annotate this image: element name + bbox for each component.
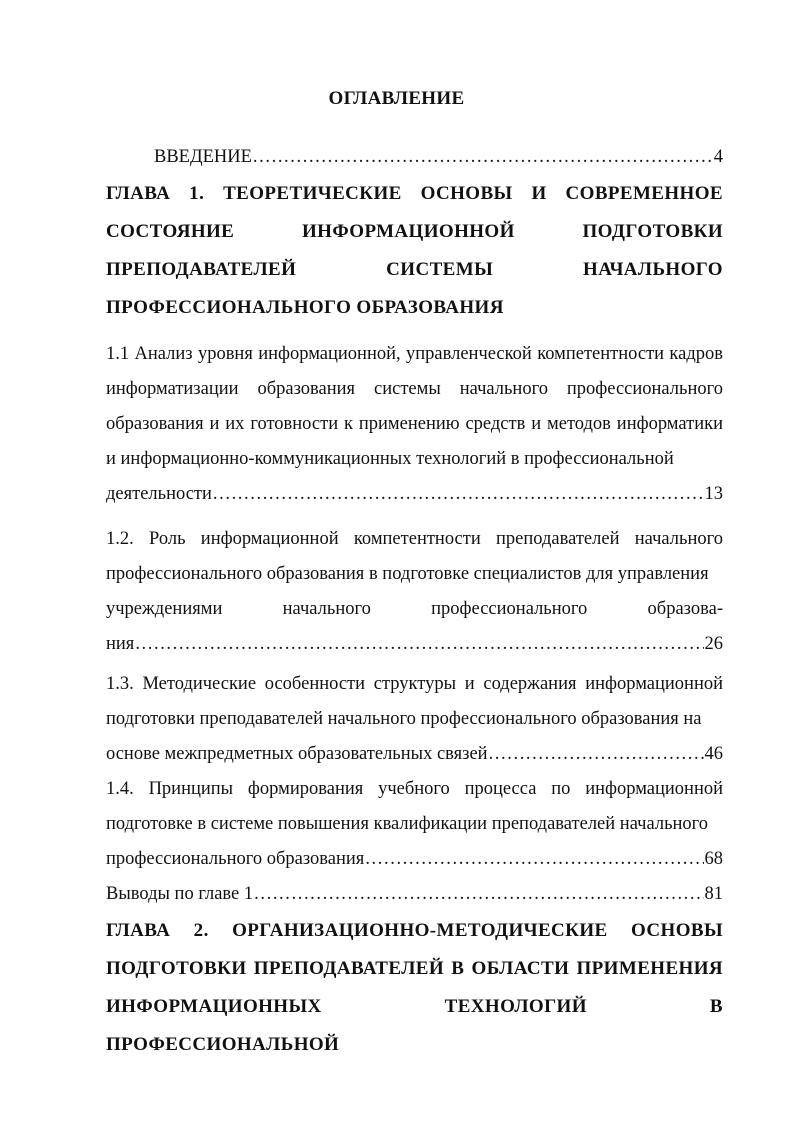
- chapter-1-heading[interactable]: ГЛАВА 1. ТЕОРЕТИЧЕСКИЕ ОСНОВЫ И СОВРЕМЕННОЕ СОСТОЯНИЕ ИНФОРМАЦИОННОЙ ПОДГОТОВКИ ПРЕПОДАВАТЕЛЕЙ СИСТЕМЫ НАЧАЛЬНОГО ПРОФЕССИОНАЛЬНОГО ОБРАЗОВАНИЯ: [106, 183, 723, 318]
- dot-leader: [253, 140, 713, 175]
- toc-entry-conclusions-1[interactable]: [106, 877, 723, 912]
- chapter-2-heading[interactable]: ГЛАВА 2. ОРГАНИЗАЦИОННО-МЕТОДИЧЕСКИЕ ОСНОВЫ ПОДГОТОВКИ ПРЕПОДАВАТЕЛЕЙ В ОБЛАСТИ ПРИМЕНЕНИЯ ИНФОРМАЦИОННЫХ ТЕХНОЛОГИЙ В ПРОФЕССИОНАЛЬНОЙ: [106, 920, 723, 1055]
- toc-entry-last-line: профессионального образования: [106, 849, 365, 869]
- toc-page-number: 68: [704, 849, 723, 869]
- toc-spread-line: [106, 592, 723, 627]
- toc-page-number: 46: [704, 744, 723, 764]
- spread-word: учреждениями: [106, 599, 223, 619]
- dot-leader: [489, 737, 704, 772]
- toc-entry-1-3[interactable]: [106, 667, 723, 772]
- dot-leader: [213, 477, 704, 512]
- toc-page-number: 4: [713, 147, 723, 167]
- spread-word: профессионального: [431, 599, 588, 619]
- dot-leader: [365, 842, 703, 877]
- toc-page-number: 26: [704, 634, 723, 654]
- toc-entry-1-4[interactable]: [106, 772, 723, 877]
- toc-entry-last-line: деятельности: [106, 484, 212, 504]
- toc-entry-text: 1.1 Анализ уровня информационной, управленческой компетентности кадров информатизации образования системы начального профессионального образования и их готовности к применению средств и методов информатики и информационно-коммуникационных технологий в профессиональной: [106, 344, 723, 469]
- toc-page-number: 13: [704, 484, 723, 504]
- toc-entry-1-2[interactable]: [106, 522, 723, 662]
- spread-word: образова-: [647, 599, 723, 619]
- dot-leader: [135, 627, 703, 662]
- toc-entry-intro[interactable]: [106, 140, 723, 175]
- toc-entry-text: 1.2. Роль информационной компетентности преподавателей начального профессионального образования в подготовке специалистов для управления: [106, 529, 723, 584]
- toc-entry-text: 1.3. Методические особенности структуры и содержания информационной подготовки преподавателей начального профессионального образования на: [106, 674, 723, 729]
- toc-entry-last-line: ния: [106, 634, 135, 654]
- table-of-contents: [106, 140, 723, 1064]
- toc-page-number: 81: [704, 884, 723, 904]
- spread-word: начального: [282, 599, 371, 619]
- toc-entry-last-line: Выводы по главе 1: [106, 884, 254, 904]
- page-title: ОГЛАВЛЕНИЕ: [328, 88, 465, 109]
- toc-entry-label: ВВЕДЕНИЕ: [154, 147, 252, 167]
- toc-entry-1-1[interactable]: [106, 337, 723, 512]
- dot-leader: [254, 877, 703, 912]
- toc-entry-text: 1.4. Принципы формирования учебного процесса по информационной подготовке в системе повышения квалификации преподавателей начального: [106, 779, 723, 834]
- toc-entry-last-line: основе межпредметных образовательных связей: [106, 744, 488, 764]
